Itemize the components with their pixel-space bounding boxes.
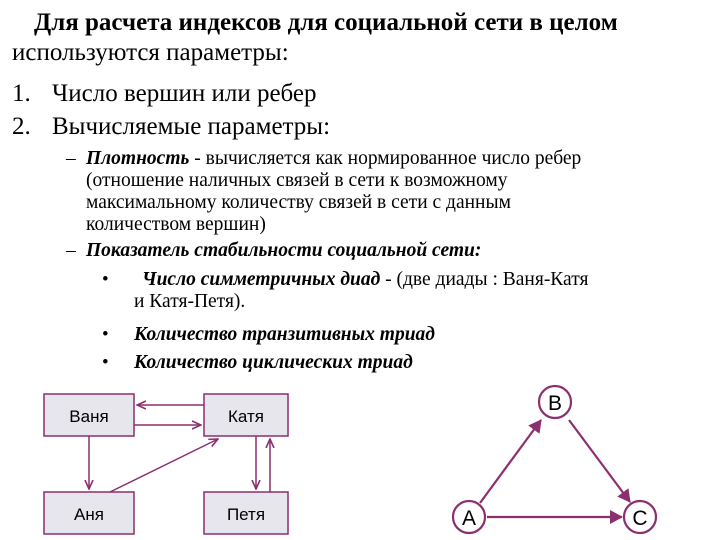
- bullet-term: Количество транзитивных триад: [134, 324, 435, 345]
- graph1: [44, 394, 288, 534]
- density-line-4: количеством вершин): [86, 214, 266, 235]
- node-vanya: [44, 394, 134, 436]
- dash-marker: –: [66, 148, 76, 169]
- edge-anya-to-katya: [110, 439, 218, 492]
- node-anya: [44, 492, 134, 534]
- bullet-dot: •: [102, 269, 109, 290]
- title-line-1: Для расчета индексов для социальной сети в целом: [34, 9, 618, 36]
- edge-b-to-c: [569, 420, 630, 502]
- density-line-3: максимальному количеству связей в сети с данным: [86, 192, 511, 213]
- density-line-2: (отношение наличных связей в сети к возможному: [86, 170, 508, 191]
- bullet-dot: •: [102, 352, 109, 373]
- bullet-dot: •: [102, 324, 109, 345]
- stability-term: Показатель стабильности социальной сети:: [86, 240, 482, 261]
- node-label-a: A: [461, 507, 477, 530]
- density-term: Плотность: [86, 148, 190, 169]
- node-b: [539, 386, 571, 418]
- list-number: 1.: [12, 80, 31, 107]
- bullet-term: Число симметричных диад: [142, 269, 381, 290]
- node-c: [624, 501, 656, 533]
- density-rest: - вычисляется как нормированное число ребер: [189, 148, 582, 169]
- node-a: [453, 501, 485, 533]
- bullet-rest: - (две диады : Ваня-Катя: [380, 269, 589, 290]
- bullet-continuation: и Катя-Петя).: [134, 291, 246, 312]
- node-label-b: B: [547, 392, 563, 415]
- bullet-term: Количество циклических триад: [134, 352, 413, 373]
- edge-a-to-b: [480, 420, 541, 503]
- list-item-text: Вычисляемые параметры:: [52, 113, 331, 140]
- title-line-2: используются параметры:: [12, 39, 289, 66]
- node-katya: [204, 394, 288, 436]
- node-label-anya: Аня: [74, 505, 104, 524]
- node-label-c: C: [632, 507, 648, 530]
- graph2: [453, 386, 656, 533]
- dash-marker: –: [66, 240, 76, 261]
- list-item-text: Число вершин или ребер: [52, 80, 317, 107]
- list-number: 2.: [12, 113, 31, 140]
- node-label-petya: Петя: [226, 505, 266, 524]
- node-petya: [204, 492, 288, 534]
- node-label-katya: Катя: [228, 407, 264, 426]
- node-label-vanya: Ваня: [69, 407, 109, 426]
